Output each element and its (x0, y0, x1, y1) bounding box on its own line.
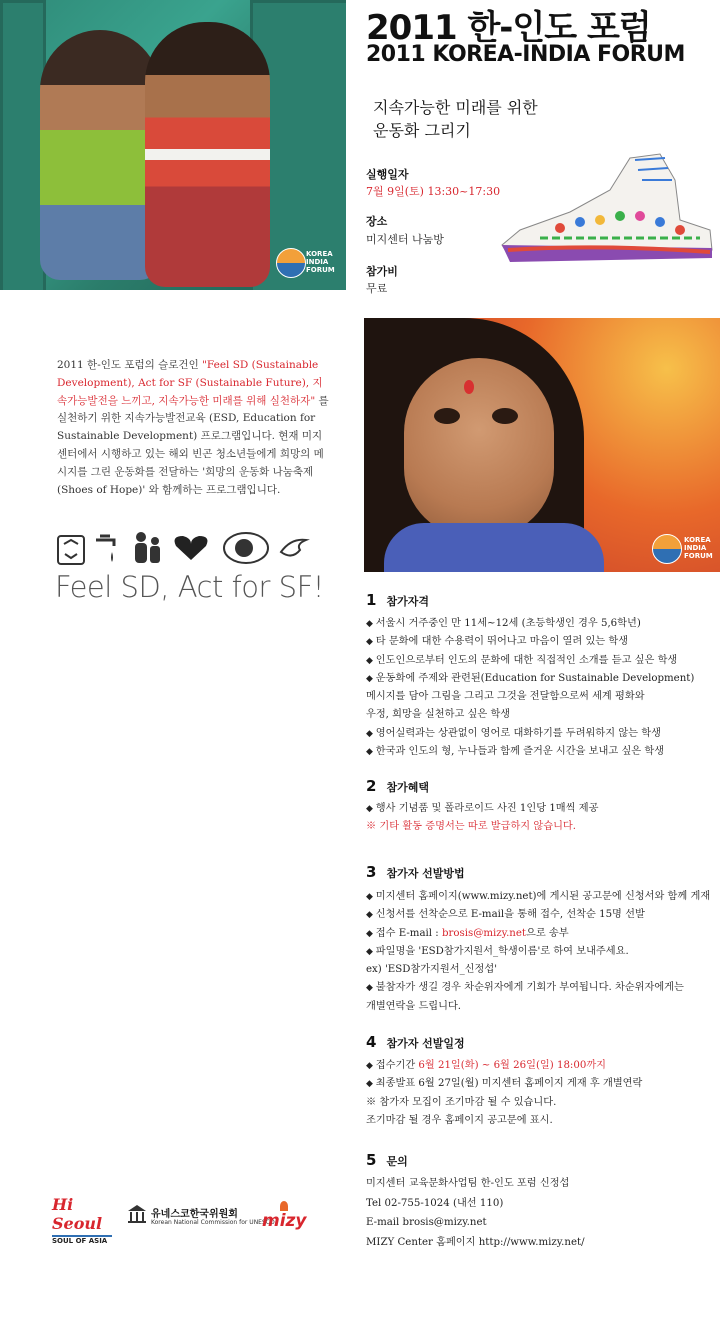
forum-logo-icon (276, 248, 306, 278)
heart-hands-icon (175, 536, 208, 560)
intro-paragraph: 2011 한-인도 포럼의 슬로건인 "Feel SD (Sustainable Development), Act for SF (Sustainable Future), 지속가능발전을 느끼고, 지속가능한 미래를 위해 실천하자" 를 실천하기 위한 지속가능발전교육 (ESD, Education for Sustainable Development) 프로그램입니다. 현재 미지센터에서 시행하고 있는 해외 빈곤 청소년들에게 희망의 메시지를 그린 운동화를 전달하는 '희망의 운동화 나눔축제 (Shoes of Hope)' 와 함께하는 프로그램입니다. (57, 359, 329, 496)
slogan-text: Feel SD, Act for SF! (55, 570, 324, 604)
fee-label: 참가비 (366, 265, 398, 278)
section-1-header: 1 참가자격 (366, 591, 429, 609)
painted-sneaker-image (500, 150, 715, 265)
section-2-header: 2 참가혜택 (366, 777, 429, 795)
globe-icon (224, 533, 268, 563)
section-2-list: ◆ 행사 기념품 및 폴라로이드 사진 1인당 1매씩 제공 ※ 기타 활동 증명서는 따로 발급하지 않습니다. (366, 800, 718, 837)
unesco-temple-icon (127, 1203, 147, 1225)
recycle-bin-icon (58, 536, 84, 564)
dove-icon (281, 540, 306, 556)
section-4-list: ◆ 접수기간 6월 21일(화) ~ 6월 26일(일) 18:00까지 ◆ 최종발표 6월 27일(월) 미지센터 홈페이지 게재 후 개별연락 ※ 참가자 모집이 조기마감 될 수 있습니다. 조기마감 될 경우 홈페이지 공고문에 표시. (366, 1057, 718, 1130)
forum-logo-icon (652, 534, 682, 564)
section-5-contact: 미지센터 교육문화사업팀 한-인도 포럼 신정섭 Tel 02-755-1024 (내선 110) E-mail brosis@mizy.net MIZY Center 홈페이지 http://www.mizy.net/ (366, 1178, 585, 1248)
place-value: 미지센터 나눔방 (366, 233, 444, 246)
hi-seoul-logo: Hi Seoul SOUL OF ASIA (52, 1195, 112, 1240)
girl-right (145, 22, 270, 287)
section-4-header: 4 참가자 선발일정 (366, 1033, 465, 1051)
section-3-header: 3 참가자 선발방법 (366, 863, 465, 881)
unesco-logo: 유네스코한국위원회 Korean National Commission for UNESCO (127, 1195, 257, 1240)
subtitle: 지속가능한 미래를 위한 운동화 그리기 (373, 98, 538, 140)
sustainability-icons (56, 530, 311, 566)
title-english: 2011 KOREA-INDIA FORUM (366, 42, 685, 67)
photo-two-girls: KOREA INDIA FORUM (0, 0, 346, 290)
section-3-list: ◆ 미지센터 홈페이지(www.mizy.net)에 게시된 공고문에 신청서와 함께 게재 ◆ 신청서를 선착순으로 E-mail을 통해 접수, 선착순 15명 선발 ◆ 접수 E-mail : brosis@mizy.net으로 송부 ◆ 파일명을 'ESD참가지원서_학생이름'로 하여 보내주세요. ex) 'ESD참가지원서_신정섭' ◆ 불참자가 생길 경우 차순위자에게 기회가 부여됩니다. 차순위자에게는 개별연락을 드립니다. (366, 888, 718, 1016)
people-icon (135, 532, 160, 563)
fee-value: 무료 (366, 282, 388, 295)
section-5-header: 5 문의 (366, 1151, 408, 1169)
water-tap-icon (96, 536, 114, 562)
photo-indian-girl: KOREA INDIA FORUM (364, 318, 720, 572)
date-label: 실행일자 (366, 168, 409, 181)
date-value: 7월 9일(토) 13:30~17:30 (366, 185, 501, 198)
mizy-logo: mizy (262, 1195, 322, 1240)
section-1-list: ◆ 서울시 거주중인 만 11세~12세 (초등학생인 경우 5,6학년) ◆ 타 문화에 대한 수용력이 뛰어나고 마음이 열려 있는 학생 ◆ 인도인으로부터 인도의 문화에 대한 직접적인 소개를 듣고 싶은 학생 ◆ 운동화에 주제와 관련된(Education for Sustainable Development) 메시지를 담아 그림을 그리고 그것을 전달함으로써 세계 평화와 우정, 희망을 실천하고 싶은 학생 ◆ 영어실력과는 상관없이 영어로 대화하기를 두려워하지 않는 학생 ◆ 한국과 인도의 형, 누나들과 함께 즐거운 시간을 보내고 싶은 학생 (366, 615, 718, 761)
girl-left (40, 30, 160, 280)
title-korean: 2011 한-인도 포럼 (366, 8, 651, 48)
place-label: 장소 (366, 215, 388, 228)
